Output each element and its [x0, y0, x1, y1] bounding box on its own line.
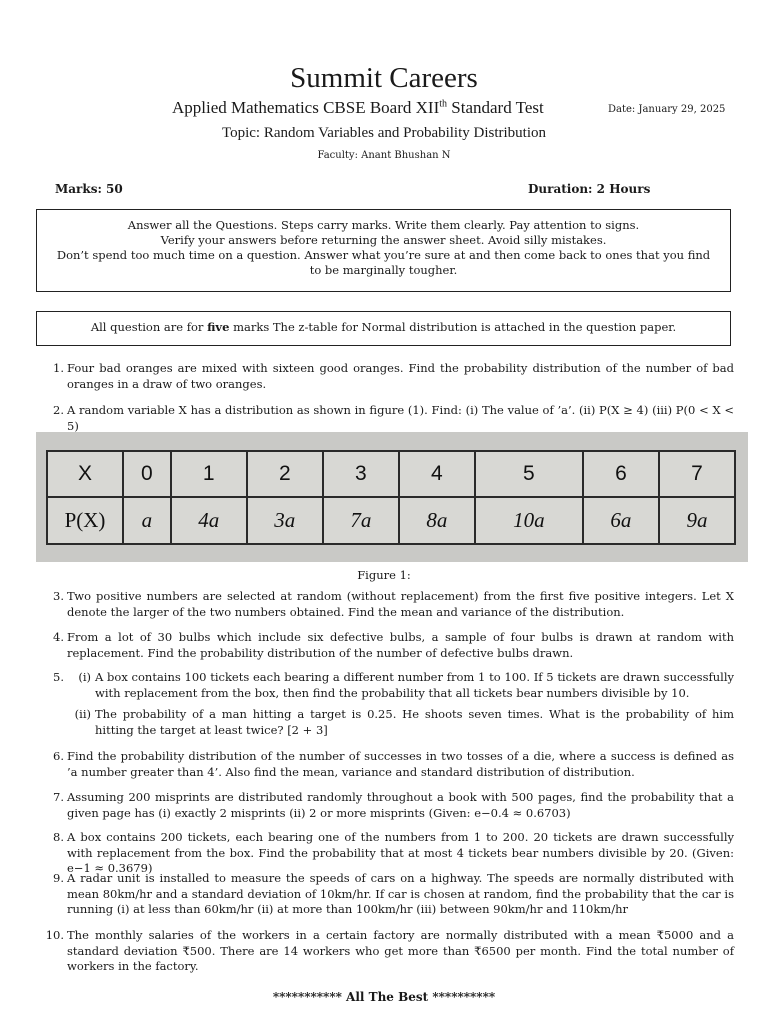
x-value: 1	[171, 451, 247, 497]
faculty: Faculty: Anant Bhushan N	[317, 150, 451, 161]
question-6: 6. Find the probability distribution of the number of successes in two tosses of a die, where a success is defined as ’a number greater than 4’. Also find the mean, variance and standard distribution of distribution.	[53, 749, 734, 779]
question-5-part-ii: (ii) The probability of a man hitting a target is 0.25. He shoots seven times. What is the probability of him hitting the target at least twice? [2 + 3]	[74, 707, 734, 737]
question-text: Four bad oranges are mixed with sixteen good oranges. Find the probability distribution of the number of bad oranges in a draw of two oranges.	[67, 361, 734, 391]
question-2: 2. A random variable X has a distribution as shown in figure (1). Find: (i) The value of ’a’. (ii) P(X ≥ 4) (iii) P(0 < X < 5)	[53, 403, 734, 433]
p-value: 8a	[399, 497, 475, 544]
test-date: Date: January 29, 2025	[608, 104, 726, 115]
p-value: 6a	[583, 497, 659, 544]
question-text: The monthly salaries of the workers in a certain factory are normally distributed with a mean ₹5000 and a standard deviation ₹500. There are 14 workers who get more than ₹6500 per month. Find the total number of workers in the factory.	[67, 928, 734, 973]
footer-message: *********** All The Best **********	[272, 990, 496, 1004]
test-title-superscript: th	[439, 98, 448, 110]
question-text: Two positive numbers are selected at random (without replacement) from the first five positive integers. Let X denote the larger of the two numbers obtained. Find the mean and variance of the distribution.	[67, 589, 734, 619]
p-label: P(X)	[47, 497, 123, 544]
x-value: 6	[583, 451, 659, 497]
question-5-part-i: (i) A box contains 100 tickets each bearing a different number from 1 to 100. If 5 tickets are drawn successfully with replacement from the box, then find the probability that all tickets bear numbers divisible by 10.	[78, 670, 734, 700]
distribution-figure	[36, 432, 748, 562]
x-value: 7	[659, 451, 735, 497]
instruction-line: Verify your answers before returning the answer sheet. Avoid silly mistakes.	[160, 233, 607, 247]
question-text: Assuming 200 misprints are distributed randomly throughout a book with 500 pages, find the probability that a given page has (i) exactly 2 misprints (ii) 2 or more misprints (Given: e−0.4 ≈ 0.6703)	[67, 790, 734, 820]
question-8: 8. A box contains 200 tickets, each bearing one of the numbers from 1 to 200. 20 tickets are drawn successfully with replacement from the box. Find the probability that at most 4 tickets bear numbers divisible by 20. (Given: e−1 ≈ 0.3679)	[53, 830, 734, 875]
instruction-line: Answer all the Questions. Steps carry marks. Write them clearly. Pay attention to signs.	[127, 218, 640, 232]
x-label: X	[47, 451, 123, 497]
p-value: a	[123, 497, 171, 544]
note-post: marks The z-table for Normal distribution is attached in the question paper.	[229, 320, 677, 334]
note-pre: All question are for	[90, 320, 208, 334]
x-value: 2	[247, 451, 323, 497]
marks-note-box	[36, 311, 731, 346]
x-value: 0	[123, 451, 171, 497]
question-5: 5. (i) A box contains 100 tickets each bearing a different number from 1 to 100. If 5 tickets are drawn successfully with replacement from the box, then find the probability that all tickets bear numbers divisible by 10. (ii) The probability of a man hitting a target is 0.25. He shoots seven times. What is the probability of him hitting the target at least twice? [2 + 3]	[53, 670, 734, 737]
question-3: 3. Two positive numbers are selected at random (without replacement) from the first five positive integers. Let X denote the larger of the two numbers obtained. Find the mean and variance of the distribution.	[53, 589, 734, 619]
test-title-end: Standard Test	[447, 98, 544, 117]
p-value: 7a	[323, 497, 399, 544]
test-title	[172, 98, 544, 118]
topic: Topic: Random Variables and Probability Distribution	[221, 125, 547, 141]
distribution-table	[46, 450, 736, 545]
note-bold: five	[207, 320, 230, 334]
question-text: The probability of a man hitting a target is 0.25. He shoots seven times. What is the probability of him hitting the target at least twice? [2 + 3]	[95, 707, 734, 737]
question-text: A box contains 100 tickets each bearing a different number from 1 to 100. If 5 tickets are drawn successfully with replacement from the box, then find the probability that all tickets bear numbers divisible by 10.	[95, 670, 734, 700]
instructions-box	[36, 209, 731, 292]
table-row-x	[47, 451, 735, 497]
p-value: 4a	[171, 497, 247, 544]
question-text: From a lot of 30 bulbs which include six defective bulbs, a sample of four bulbs is drawn at random with replacement. Find the probability distribution of the number of defective bulbs drawn.	[67, 630, 734, 660]
table-row-p	[47, 497, 735, 544]
question-text: A random variable X has a distribution as shown in figure (1). Find: (i) The value of ’a’. (ii) P(X ≥ 4) (iii) P(0 < X < 5)	[67, 403, 734, 433]
question-4: 4. From a lot of 30 bulbs which include six defective bulbs, a sample of four bulbs is drawn at random with replacement. Find the probability distribution of the number of defective bulbs drawn.	[53, 630, 734, 660]
p-value: 10a	[475, 497, 583, 544]
duration: Duration: 2 Hours	[528, 182, 651, 196]
instruction-line: Don’t spend too much time on a question. Answer what you’re sure at and then come back to ones that you find to be marginally tougher.	[56, 248, 711, 277]
figure-caption: Figure 1:	[357, 568, 411, 582]
question-1: 1. Four bad oranges are mixed with sixteen good oranges. Find the probability distribution of the number of bad oranges in a draw of two oranges.	[53, 361, 734, 391]
question-7: 7. Assuming 200 misprints are distributed randomly throughout a book with 500 pages, find the probability that a given page has (i) exactly 2 misprints (ii) 2 or more misprints (Given: e−0.4 ≈ 0.6703)	[53, 790, 734, 820]
test-title-main: Applied Mathematics CBSE Board XII	[172, 98, 440, 117]
p-value: 3a	[247, 497, 323, 544]
p-value: 9a	[659, 497, 735, 544]
question-text: A box contains 200 tickets, each bearing one of the numbers from 1 to 200. 20 tickets are drawn successfully with replacement from the box. Find the probability that at most 4 tickets bear numbers divisible by 20. (Given: e−1 ≈ 0.3679)	[67, 830, 734, 875]
x-value: 5	[475, 451, 583, 497]
question-text: A radar unit is installed to measure the speeds of cars on a highway. The speeds are normally distributed with mean 80km/hr and a standard deviation of 10km/hr. If car is chosen at random, find the probability that the car is running (i) at less than 60km/hr (ii) at more than 100km/hr (iii) between 90km/hr and 110km/hr	[67, 871, 734, 916]
question-9: 9. A radar unit is installed to measure the speeds of cars on a highway. The speeds are normally distributed with mean 80km/hr and a standard deviation of 10km/hr. If car is chosen at random, find the probability that the car is running (i) at less than 60km/hr (ii) at more than 100km/hr (iii) between 90km/hr and 110km/hr	[53, 871, 734, 916]
marks-note	[51, 320, 716, 335]
marks: Marks: 50	[55, 182, 123, 196]
question-10: 10. The monthly salaries of the workers in a certain factory are normally distributed with a mean ₹5000 and a standard deviation ₹500. There are 14 workers who get more than ₹6500 per month. Find the total number of workers in the factory.	[45, 928, 734, 973]
question-text: Find the probability distribution of the number of successes in two tosses of a die, where a success is defined as ’a number greater than 4’. Also find the mean, variance and standard distribution of distribution.	[67, 749, 734, 779]
x-value: 3	[323, 451, 399, 497]
institute-title: Summit Careers	[290, 62, 478, 94]
x-value: 4	[399, 451, 475, 497]
